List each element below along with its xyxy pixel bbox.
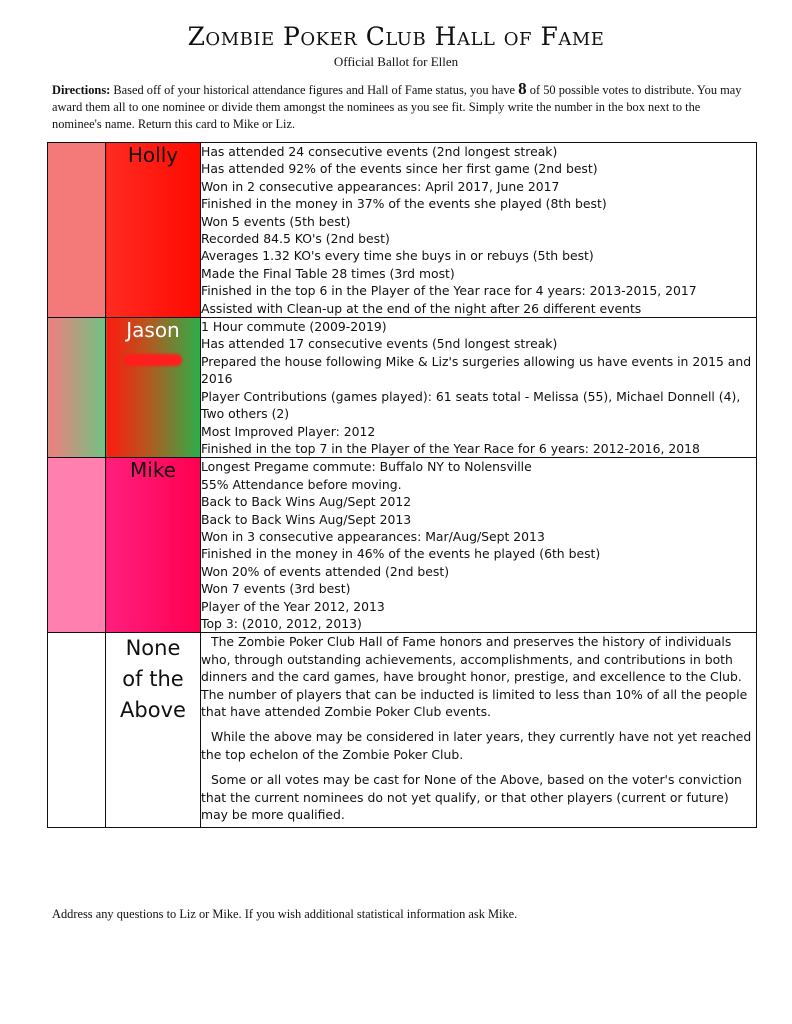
nominee-row-mike	[48, 458, 757, 633]
stat-line: Top 3: (2010, 2012, 2013)	[201, 615, 362, 631]
ballot-table	[47, 142, 757, 828]
stat-line: Prepared the house following Mike & Liz's surgeries allowing us have events in 2015 and 2016	[201, 353, 752, 387]
stat-line: Has attended 92% of the events since her first game (2nd best)	[201, 161, 598, 177]
stat-line: Won 20% of events attended (2nd best)	[201, 563, 450, 579]
nominee-name-jason: Jason	[126, 318, 180, 343]
nominee-stats-jason	[201, 318, 757, 458]
ballot-subtitle: Official Ballot for Ellen	[333, 54, 459, 69]
footer-note: Address any questions to Liz or Mike. If you wish additional statistical information ask Mike.	[52, 907, 518, 921]
directions-text-before: Based off of your historical attendance figures and Hall of Fame status, you have	[113, 83, 516, 97]
stat-line: Finished in the top 6 in the Player of the Year race for 4 years: 2013-2015, 2017	[201, 283, 697, 299]
stat-line: Made the Final Table 28 times (3rd most)	[201, 265, 455, 281]
stat-line: Finished in the money in 46% of the events he played (6th best)	[201, 546, 601, 562]
nominee-name-cell-jason	[106, 318, 201, 458]
directions-text-after: of 50 possible votes to distribute. You may award them all to one nominee or divide them amongst the nominees as you see fit. Simply write the number in the box next to the nominee's name. Return this card to Mike or Liz.	[52, 83, 742, 131]
nominee-name-mike: Mike	[130, 458, 176, 483]
nominee-row-jason	[48, 318, 757, 458]
none-name-line: None	[125, 636, 181, 661]
nominee-name-holly: Holly	[127, 143, 179, 167]
vote-box-none[interactable]	[48, 633, 106, 828]
stat-line: Player of the Year 2012, 2013	[201, 598, 385, 614]
stat-line: Most Improved Player: 2012	[201, 423, 376, 439]
stat-line: Won 5 events (5th best)	[201, 213, 351, 229]
stat-line: Back to Back Wins Aug/Sept 2012	[201, 494, 412, 510]
stat-line: Back to Back Wins Aug/Sept 2013	[201, 511, 412, 527]
nominee-row-holly	[48, 143, 757, 318]
none-name-line: Above	[120, 698, 186, 723]
none-of-the-above-row	[48, 633, 757, 828]
stat-line: Has attended 24 consecutive events (2nd longest streak)	[201, 144, 558, 159]
stat-line: Finished in the money in 37% of the events she played (8th best)	[201, 196, 607, 212]
none-of-the-above-description	[201, 633, 757, 828]
stat-line: Has attended 17 consecutive events (5nd longest streak)	[201, 336, 558, 352]
nominee-name-cell-holly	[106, 143, 201, 318]
stat-line: 1 Hour commute (2009-2019)	[201, 319, 387, 335]
stat-line: 55% Attendance before moving.	[201, 476, 402, 492]
vote-box-mike[interactable]	[48, 458, 106, 633]
nominee-name-cell-mike	[106, 458, 201, 633]
stat-line: Finished in the top 7 in the Player of the Year Race for 6 years: 2012-2016, 2018	[201, 440, 700, 456]
nominee-stats-mike	[201, 458, 757, 633]
directions	[52, 80, 752, 133]
description-paragraph: While the above may be considered in later years, they currently have not yet reached the top echelon of the Zombie Poker Club.	[201, 729, 752, 762]
vote-box-jason[interactable]	[48, 318, 106, 458]
votes-count: 8	[518, 79, 527, 98]
directions-label: Directions:	[52, 83, 111, 97]
stat-line: Won 7 events (3rd best)	[201, 581, 351, 597]
none-of-the-above-name-cell	[106, 633, 201, 828]
stat-line: Won in 3 consecutive appearances: Mar/Aug/Sept 2013	[201, 528, 545, 544]
stat-line: Assisted with Clean-up at the end of the night after 26 different events	[201, 300, 642, 316]
stat-line: Averages 1.32 KO's every time she buys in or rebuys (5th best)	[201, 248, 594, 264]
stat-line: Recorded 84.5 KO's (2nd best)	[201, 231, 390, 247]
stat-line: Player Contributions (games played): 61 seats total - Melissa (55), Michael Donnell (4), Two others (2)	[201, 388, 741, 422]
nominee-stats-holly	[201, 143, 757, 318]
vote-box-holly[interactable]	[48, 143, 106, 318]
redaction-mark	[124, 354, 182, 366]
description-paragraph: The Zombie Poker Club Hall of Fame honors and preserves the history of individuals who, through outstanding achievements, accomplishments, and contributions in both dinners and the card games, have brought honor, prestige, and excellence to the Club. The number of players that can be inducted is limited to less than 10% of all the people that have attended Zombie Poker Club events.	[201, 634, 748, 719]
stat-line: Longest Pregame commute: Buffalo NY to Nolensville	[201, 459, 532, 475]
stat-line: Won in 2 consecutive appearances: April 2017, June 2017	[201, 178, 560, 194]
description-paragraph: Some or all votes may be cast for None of the Above, based on the voter's conviction that the current nominees do not yet qualify, or that other players (current or future) may be more qualified.	[201, 772, 742, 823]
page-title: Zombie Poker Club Hall of Fame	[187, 22, 605, 51]
none-name-line: of the	[122, 667, 184, 692]
